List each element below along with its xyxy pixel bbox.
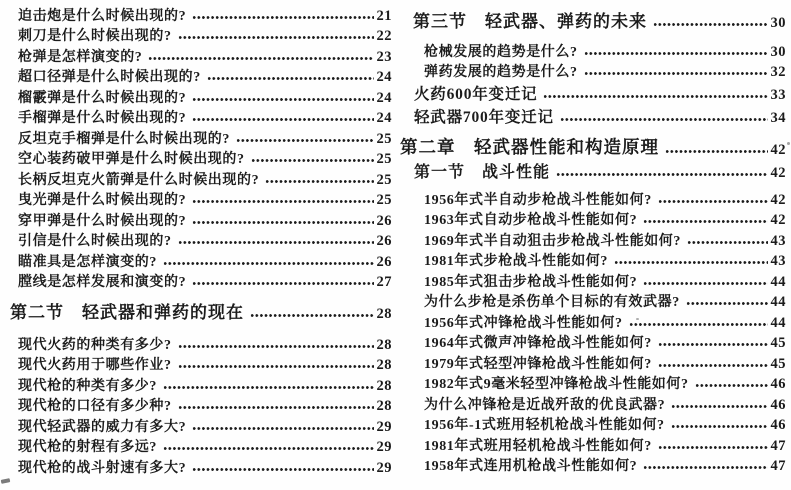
toc-entry-page: 21 <box>376 7 392 24</box>
toc-entry-page: 43 <box>770 232 786 249</box>
toc-entry <box>8 395 392 416</box>
toc-entry-page: 46 <box>770 376 786 392</box>
toc-entry-title: 穿甲弹是什么时候出现的? <box>18 213 187 229</box>
dot-leader <box>686 297 768 309</box>
toc-entry <box>8 148 392 169</box>
toc-entry <box>400 270 786 291</box>
toc-entry <box>8 250 392 271</box>
toc-entry <box>400 291 786 312</box>
toc-entry-title: 1956年式半自动步枪战斗性能如何? <box>424 192 652 208</box>
toc-column-left <box>8 4 392 477</box>
toc-entry-page: 42 <box>770 212 786 228</box>
dot-leader <box>643 277 767 289</box>
dot-leader <box>178 401 374 413</box>
dot-leader <box>665 145 768 157</box>
toc-entry-title: 1969年式半自动狙击步枪战斗性能如何? <box>424 233 681 249</box>
toc-entry <box>400 352 786 373</box>
toc-entry <box>8 354 392 375</box>
toc-entry-page: 42 <box>770 165 786 181</box>
dot-leader <box>192 113 373 125</box>
toc-entry <box>400 61 786 82</box>
toc-entry-title: 第三节 轻武器、弹药的未来 <box>413 12 647 31</box>
dot-leader <box>250 309 374 321</box>
toc-entry-page: 42 <box>770 142 786 158</box>
dot-leader <box>614 256 768 268</box>
toc-entry-page: 28 <box>376 398 392 414</box>
toc-entry <box>400 209 786 230</box>
toc-entry-title: 1964年式微声冲锋枪战斗性能如何? <box>424 336 652 351</box>
toc-entry <box>8 127 392 148</box>
toc-entry-title: 第二节 轻武器和弹药的现在 <box>10 303 244 322</box>
toc-entry-page: 47 <box>770 437 786 454</box>
toc-entry <box>8 107 392 128</box>
dot-leader <box>192 93 373 105</box>
toc-entry-title: 膛线是怎样发展和演变的? <box>18 275 187 290</box>
dot-leader <box>163 381 374 393</box>
dot-leader <box>543 90 767 102</box>
toc-entry <box>400 40 786 61</box>
toc-entry-title: 为什么冲锋枪是近战歼敌的优良武器? <box>424 397 666 413</box>
toc-entry-page: 34 <box>770 110 786 126</box>
dot-leader <box>556 168 767 180</box>
toc-entry-page: 28 <box>376 336 392 353</box>
dot-leader <box>671 400 767 412</box>
toc-entry-title: 现代枪的射程有多远? <box>18 440 157 455</box>
dot-leader <box>192 11 373 23</box>
toc-entry-title: 迫击炮是什么时候出现的? <box>18 8 187 24</box>
dot-leader <box>695 379 768 391</box>
toc-entry <box>8 333 392 354</box>
scan-artifact <box>1 478 11 484</box>
toc-entry <box>400 414 786 435</box>
toc-entry <box>8 189 392 210</box>
toc-entry-title: 1979年式轻型冲锋枪战斗性能如何? <box>424 356 652 372</box>
toc-entry-title: 1956年式冲锋枪战斗性能如何? <box>424 315 623 331</box>
dot-leader <box>236 134 374 146</box>
toc-entry-page: 44 <box>770 314 786 331</box>
toc-entry <box>400 250 786 271</box>
toc-entry-title: 超口径弹是什么时候出现的? <box>18 70 201 85</box>
dot-leader <box>192 422 373 434</box>
dot-leader <box>192 216 373 228</box>
toc-entry-page: 33 <box>770 87 786 103</box>
toc-entry-page: 42 <box>770 191 786 208</box>
toc-entry-page: 32 <box>770 64 786 80</box>
dot-leader <box>207 72 374 84</box>
toc-entry <box>400 393 786 414</box>
toc-entry <box>8 25 392 46</box>
toc-entry-page: 47 <box>770 458 786 474</box>
dot-leader <box>584 47 768 59</box>
dot-leader <box>658 441 768 453</box>
toc-entry <box>8 168 392 189</box>
toc-entry-title: 1982年式9毫米轻型冲锋枪战斗性能如何? <box>424 377 689 392</box>
toc-entry-title: 第二章 轻武器性能和构造原理 <box>400 137 659 157</box>
toc-entry <box>8 374 392 395</box>
toc-entry-title: 1985年式狙击步枪战斗性能如何? <box>424 274 638 290</box>
toc-entry <box>8 66 392 87</box>
toc-entry <box>400 434 786 455</box>
toc-entry-page: 29 <box>376 439 392 455</box>
toc-entry-title: 第一节 战斗性能 <box>414 164 551 181</box>
toc-entry-page: 25 <box>376 171 392 188</box>
toc-entry-page: 29 <box>376 459 392 476</box>
toc-entry <box>400 373 786 394</box>
toc-entry-title: 空心装药破甲弹是什么时候出现的? <box>18 152 245 167</box>
dot-leader <box>629 318 768 330</box>
toc-entry-title: 榴霰弹是什么时候出现的? <box>18 90 187 106</box>
toc-entry-page: 26 <box>376 253 392 270</box>
toc-entry <box>8 436 392 457</box>
dot-leader <box>658 359 768 371</box>
dot-leader <box>178 360 374 372</box>
toc-section-heading <box>400 6 786 32</box>
toc-entry-title: 长柄反坦克火箭弹是什么时候出现的? <box>18 172 260 188</box>
dot-leader <box>163 257 374 269</box>
toc-entry-page: 30 <box>770 15 786 31</box>
toc-entry-title: 瞄准具是怎样演变的? <box>18 254 157 270</box>
toc-entry-title: 现代火药用于哪些作业? <box>18 358 172 373</box>
toc-entry <box>8 86 392 107</box>
toc-entry-page: 24 <box>376 69 392 85</box>
toc-entry-page: 24 <box>376 89 392 106</box>
dot-leader <box>671 420 768 432</box>
toc-entry-page: 28 <box>376 357 392 373</box>
dot-leader <box>687 236 768 248</box>
toc-entry-title: 轻武器700年变迁记 <box>414 109 554 126</box>
toc-entry-title: 刺刀是什么时候出现的? <box>18 29 172 44</box>
dot-leader <box>192 195 373 207</box>
toc-entry-page: 23 <box>376 48 392 65</box>
toc-entry-page: 46 <box>770 396 786 413</box>
dot-leader <box>251 154 374 166</box>
toc-entry-page: 46 <box>770 417 786 433</box>
toc-entry-title: 手榴弹是什么时候出现的? <box>18 111 187 126</box>
toc-entry-title: 引信是什么时候出现的? <box>18 234 172 249</box>
dot-leader <box>178 236 374 248</box>
toc-entry-page: 25 <box>376 151 392 167</box>
toc-entry-page: 45 <box>770 355 786 372</box>
toc-entry-page: 43 <box>770 253 786 269</box>
toc-entry-title: 1958年式连用机枪战斗性能如何? <box>424 459 638 474</box>
toc-entry-page: 44 <box>770 294 786 310</box>
toc-section-heading <box>400 159 786 182</box>
toc-entry-page: 45 <box>770 335 786 351</box>
toc-column-right <box>400 6 786 475</box>
dot-leader <box>653 18 768 30</box>
dot-leader <box>148 52 373 64</box>
toc-entry-page: 44 <box>770 273 786 290</box>
toc-entry <box>8 415 392 436</box>
toc-entry-page: 26 <box>376 233 392 249</box>
toc-entry-title: 1981年式步枪战斗性能如何? <box>424 254 608 269</box>
dot-leader <box>658 195 768 207</box>
dot-leader <box>584 67 768 79</box>
dot-leader <box>178 340 374 352</box>
toc-entry <box>8 456 392 477</box>
dot-leader <box>643 461 767 473</box>
toc-entry-title: 枪械发展的趋势是什么? <box>424 44 578 60</box>
toc-entry-title: 反坦克手榴弹是什么时候出现的? <box>18 131 230 147</box>
toc-entry <box>8 4 392 25</box>
toc-entry-title: 曳光弹是什么时候出现的? <box>18 193 187 208</box>
toc-entry <box>8 271 392 292</box>
dot-leader <box>265 175 373 187</box>
toc-entry-title: 现代枪的口径有多少种? <box>18 399 172 414</box>
toc-section-heading <box>8 297 392 323</box>
toc-entry-title: 现代轻武器的威力有多大? <box>18 419 187 435</box>
toc-entry-title: 弹药发展的趋势是什么? <box>424 65 578 80</box>
toc-entry <box>8 230 392 251</box>
toc-entry-page: 29 <box>376 418 392 435</box>
dot-leader <box>658 338 768 350</box>
toc-entry-title: 1963年式自动步枪战斗性能如何? <box>424 213 638 228</box>
toc-entry <box>400 332 786 353</box>
toc-entry-title: 为什么步枪是杀伤单个目标的有效武器? <box>424 295 680 310</box>
toc-entry-page: 24 <box>376 110 392 126</box>
toc-entry <box>400 311 786 332</box>
toc-entry-feature <box>400 81 786 104</box>
toc-entry <box>8 209 392 230</box>
toc-entry-title: 现代枪的种类有多少? <box>18 378 157 394</box>
toc-entry <box>8 45 392 66</box>
toc-entry-page: 25 <box>376 130 392 147</box>
toc-entry-title: 现代火药的种类有多少? <box>18 337 172 353</box>
toc-entry-title: 1981年式班用轻机枪战斗性能如何? <box>424 438 652 454</box>
dot-leader <box>192 463 373 475</box>
toc-entry-page: 22 <box>376 28 392 44</box>
toc-entry-page: 28 <box>376 377 392 394</box>
dot-leader <box>178 31 374 43</box>
dot-leader <box>192 277 373 289</box>
toc-entry-page: 26 <box>376 212 392 229</box>
scan-artifact <box>636 318 639 320</box>
toc-entry <box>400 455 786 476</box>
toc-entry-page: 28 <box>376 306 392 322</box>
toc-entry-title: 1956年-1式班用轻机枪战斗性能如何? <box>424 418 665 433</box>
dot-leader <box>560 113 768 125</box>
scan-artifact <box>787 142 790 145</box>
toc-entry-page: 27 <box>376 274 392 290</box>
dot-leader <box>643 215 767 227</box>
toc-entry-page: 25 <box>376 192 392 208</box>
toc-entry-feature <box>400 104 786 127</box>
toc-entry-title: 现代枪的战斗射速有多大? <box>18 460 187 476</box>
toc-entry-title: 枪弹是怎样演变的? <box>18 49 143 65</box>
toc-entry-page: 30 <box>770 43 786 60</box>
toc-chapter-heading <box>400 133 786 159</box>
toc-entry <box>400 188 786 209</box>
dot-leader <box>163 442 374 454</box>
toc-entry-title: 火药600年变迁记 <box>414 86 538 103</box>
toc-entry <box>400 229 786 250</box>
